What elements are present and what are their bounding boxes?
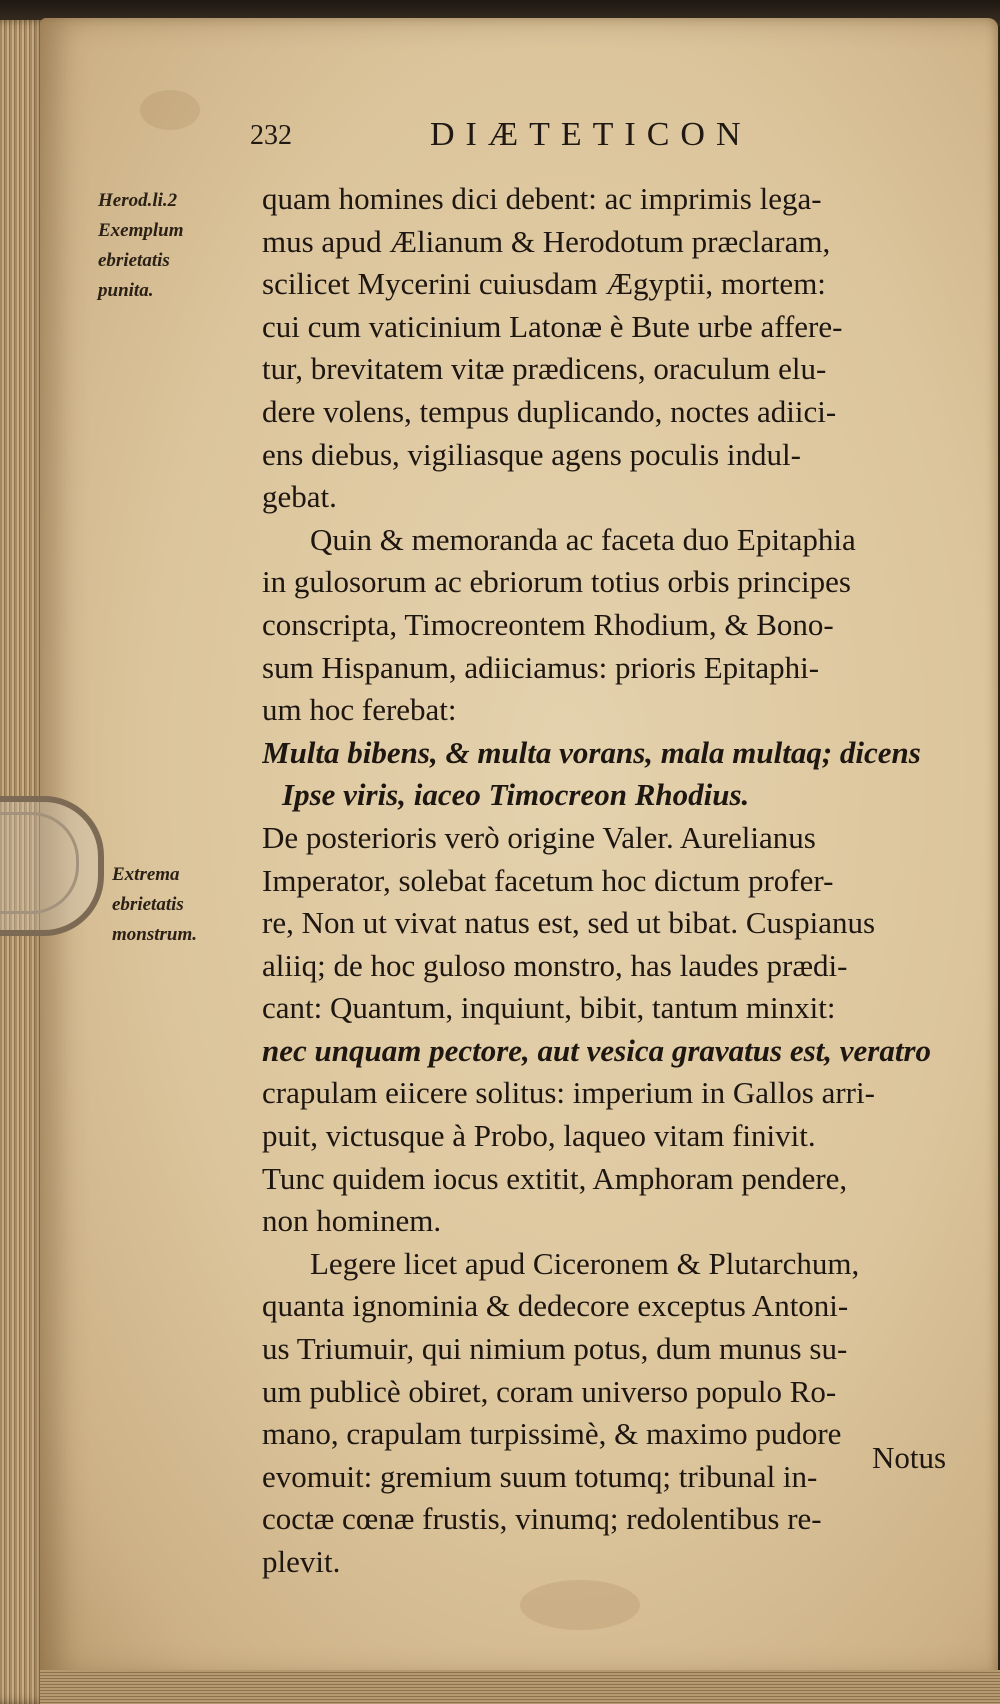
marginal-note-1 [98, 186, 248, 306]
marginal-line: ebrietatis [98, 250, 170, 271]
text-line: puit, victusque à Probo, laqueo vitam finivit. [262, 1118, 816, 1154]
text-line: conscripta, Timocreontem Rhodium, & Bono- [262, 606, 834, 642]
marginal-line: ebrietatis [112, 894, 184, 915]
running-title: DIÆTETICON [430, 116, 752, 153]
text-line: plevit. [262, 1544, 341, 1579]
text-line: Legere licet apud Ciceronem & Plutarchum, [310, 1245, 860, 1281]
text-line: cant: Quantum, inquiunt, bibit, tantum minxit: [262, 990, 836, 1026]
text-line: scilicet Mycerini cuiusdam Ægyptii, mortem: [262, 266, 826, 302]
text-line: non hominem. [262, 1203, 442, 1239]
marginal-line: Extrema [112, 864, 180, 885]
text-line: um hoc ferebat: [262, 692, 457, 728]
marginal-line: monstrum. [112, 924, 198, 945]
paper-stain [140, 90, 200, 130]
main-text-block [262, 178, 974, 1584]
page-number: 232 [250, 120, 292, 151]
text-line: mus apud Ælianum & Herodotum præclaram, [262, 223, 831, 259]
text-line: mano, crapulam turpissimè, & maximo pudore [262, 1416, 842, 1452]
text-line: in gulosorum ac ebriorum totius orbis principes [262, 564, 851, 600]
text-line: dere volens, tempus duplicando, noctes adiici- [262, 393, 837, 429]
page-bottom-edge [40, 1670, 1000, 1704]
marginal-note-2 [112, 860, 262, 950]
marginal-line: Herod.li.2 [98, 190, 178, 211]
text-line: coctæ cœnæ frustis, vinumq; redolentibus re- [262, 1501, 822, 1537]
marginal-line: punita. [98, 280, 154, 301]
text-line: Imperator, solebat facetum hoc dictum profer- [262, 862, 834, 898]
paper-stain [520, 1580, 640, 1630]
text-line: aliiq; de hoc guloso monstro, has laudes prædi- [262, 947, 848, 983]
text-line: quanta ignominia & dedecore exceptus Antoni- [262, 1288, 849, 1324]
text-line: cui cum vaticinium Latonæ è Bute urbe affere- [262, 308, 843, 344]
text-line: crapulam eiicere solitus: imperium in Gallos arri- [262, 1075, 875, 1111]
text-line: re, Non ut vivat natus est, sed ut bibat. Cuspianus [262, 905, 876, 941]
text-line: sum Hispanum, adiiciamus: prioris Epitaphi- [262, 649, 820, 685]
catchword: Notus [872, 1440, 947, 1475]
running-head [250, 116, 810, 156]
text-line: um publicè obiret, coram universo populo Ro- [262, 1373, 837, 1409]
text-line: evomuit: gremium suum totumq; tribunal in- [262, 1458, 818, 1494]
text-line: Tunc quidem iocus extitit, Amphoram pendere, [262, 1160, 848, 1196]
text-line: nec unquam pectore, aut vesica gravatus est, veratro [262, 1032, 932, 1068]
epitaph-line: Multa bibens, & multa vorans, mala multaq; dicens [262, 734, 921, 770]
text-line: tur, brevitatem vitæ prædicens, oraculum elu- [262, 351, 827, 387]
text-line: us Triumuir, qui nimium potus, dum munus su- [262, 1331, 848, 1367]
text-line: Quin & memoranda ac faceta duo Epitaphia [310, 521, 856, 557]
text-line: ens diebus, vigiliasque agens poculis indul- [262, 436, 801, 472]
text-line: De posterioris verò origine Valer. Aurelianus [262, 819, 816, 855]
text-line: gebat. [262, 479, 337, 515]
epitaph-line: Ipse viris, iaceo Timocreon Rhodius. [282, 777, 750, 813]
text-line: quam homines dici debent: ac imprimis lega- [262, 181, 822, 216]
marginal-line: Exemplum [98, 220, 184, 241]
